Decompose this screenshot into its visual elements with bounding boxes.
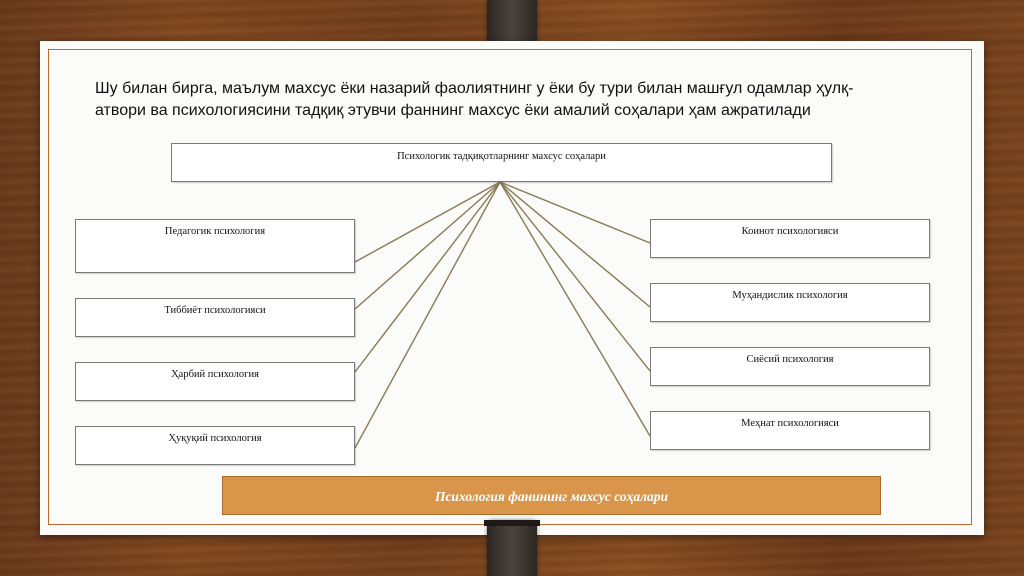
box-political-psychology: Сиёсий психология [650,347,930,386]
box-space-psychology: Коинот психологияси [650,219,930,258]
binder-clip-bottom [487,520,537,576]
connector-left-3 [355,182,500,372]
root-box: Психологик тадқиқотларнинг махсус соҳалари [171,143,832,182]
box-engineering-psychology: Муҳандислик психология [650,283,930,322]
footer-banner: Психология фанининг махсус соҳалари [222,476,881,515]
connector-left-2 [355,182,500,309]
connector-right-2 [500,182,650,307]
connector-right-4 [500,182,650,436]
connector-right-3 [500,182,650,371]
intro-line-1: Шу билан бирга, маълум махсус ёки назарий фаолиятнинг у ёки бу тури билан машғул одамлар ҳулқ- [95,80,854,97]
box-military-psychology: Ҳарбий психология [75,362,355,401]
box-pedagogical-psychology: Педагогик психология [75,219,355,273]
intro-line-2: атвори ва психологиясини тадқиқ этувчи фаннинг махсус ёки амалий соҳалари ҳам ажратилади [95,102,811,119]
connector-right-1 [500,182,650,243]
box-labor-psychology: Меҳнат психологияси [650,411,930,450]
box-medical-psychology: Тиббиёт психологияси [75,298,355,337]
box-legal-psychology: Ҳуқуқий психология [75,426,355,465]
